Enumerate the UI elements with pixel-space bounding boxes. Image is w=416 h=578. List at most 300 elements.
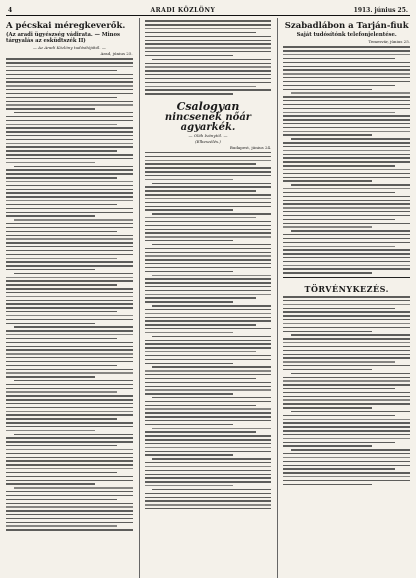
text-line <box>6 483 95 484</box>
feuilleton-subtitle: nincsenek nőár agyarkék. <box>164 111 252 133</box>
text-line <box>145 198 272 199</box>
text-line <box>145 290 272 291</box>
text-line <box>283 62 410 63</box>
text-line <box>6 361 133 362</box>
text-line <box>291 449 410 450</box>
text-line <box>145 167 272 168</box>
text-line <box>283 261 410 262</box>
text-line <box>283 438 410 439</box>
text-line <box>283 308 394 309</box>
text-line <box>6 70 117 71</box>
text-line <box>145 186 272 187</box>
text-line <box>145 477 272 478</box>
text-line <box>283 268 410 269</box>
text-line <box>283 315 410 316</box>
text-line <box>145 297 256 298</box>
text-line <box>283 354 410 355</box>
text-line <box>145 378 256 379</box>
text-line <box>6 150 117 151</box>
page-number: 4 <box>8 7 13 14</box>
text-line <box>6 62 133 63</box>
text-line <box>145 225 272 226</box>
text-line <box>283 253 410 254</box>
text-line <box>283 77 410 78</box>
text-line <box>145 466 272 467</box>
text-line <box>145 320 272 321</box>
text-line <box>6 158 133 159</box>
text-line <box>6 346 133 347</box>
continued-article-text <box>145 20 272 94</box>
text-line <box>283 327 410 328</box>
text-line <box>6 277 133 278</box>
text-line <box>283 461 410 462</box>
text-line <box>145 340 272 341</box>
text-line <box>145 152 272 153</box>
text-line <box>145 202 272 203</box>
text-line <box>6 457 133 458</box>
text-line <box>6 265 133 266</box>
text-line <box>6 58 133 59</box>
text-line <box>6 223 133 224</box>
text-line <box>6 101 133 102</box>
text-line <box>6 330 133 331</box>
text-line <box>145 435 272 436</box>
text-line <box>283 100 410 101</box>
text-line <box>283 177 410 178</box>
text-line <box>6 280 133 281</box>
text-line <box>283 161 410 162</box>
left-column <box>6 18 133 578</box>
text-line <box>145 370 272 371</box>
text-line <box>283 342 410 343</box>
text-line <box>6 365 117 366</box>
text-line <box>283 238 410 239</box>
text-line <box>283 357 410 358</box>
text-line <box>145 78 272 79</box>
text-line <box>283 468 394 469</box>
text-line <box>283 196 410 197</box>
text-line <box>145 493 272 494</box>
text-line <box>283 50 410 51</box>
text-line <box>6 146 133 147</box>
text-line <box>145 55 234 56</box>
text-line <box>283 46 410 47</box>
text-line <box>145 485 234 486</box>
text-line <box>283 407 372 408</box>
text-line <box>145 347 272 348</box>
text-line <box>6 480 133 481</box>
text-line <box>145 447 272 448</box>
text-line <box>145 332 234 333</box>
text-line <box>283 480 410 481</box>
feuilleton-title: Csalogyan <box>176 99 240 113</box>
text-line <box>283 346 410 347</box>
text-line <box>145 86 256 87</box>
text-line <box>6 395 133 396</box>
text-line <box>145 401 272 402</box>
text-line <box>6 204 117 205</box>
text-line <box>145 63 272 64</box>
text-line <box>145 481 272 482</box>
text-line <box>145 454 234 455</box>
text-line <box>145 47 272 48</box>
text-line <box>291 92 410 93</box>
text-line <box>152 183 271 184</box>
text-line <box>152 59 271 60</box>
text-line <box>145 282 272 283</box>
text-line <box>145 278 272 279</box>
text-line <box>6 315 133 316</box>
text-line <box>152 305 271 306</box>
text-line <box>152 275 271 276</box>
text-line <box>6 212 133 213</box>
text-line <box>145 317 272 318</box>
text-line <box>14 273 133 274</box>
article-subhead: (Az aradi ügyészség vádirata. — Minos tárgyalás az esküdtszék II) <box>6 32 120 44</box>
text-line <box>145 420 272 421</box>
text-line <box>6 437 133 438</box>
text-line <box>6 522 133 523</box>
text-line <box>283 115 410 116</box>
text-line <box>6 422 133 423</box>
text-line <box>6 250 133 251</box>
text-line <box>6 116 133 117</box>
text-line <box>6 177 117 178</box>
text-line <box>145 313 272 314</box>
text-line <box>145 32 256 33</box>
text-line <box>283 422 410 423</box>
feuilleton-author: — Oláh Iványtól. — <box>188 132 228 138</box>
text-line <box>145 82 272 83</box>
text-line <box>145 24 272 25</box>
text-line <box>283 296 410 297</box>
section-divider <box>283 277 410 278</box>
text-line <box>14 380 133 381</box>
text-line <box>145 43 272 44</box>
text-line <box>283 150 410 151</box>
text-line <box>283 369 372 370</box>
text-line <box>6 208 133 209</box>
text-line <box>283 311 410 312</box>
text-line <box>283 215 410 216</box>
right-column <box>277 18 410 578</box>
text-line <box>6 506 133 507</box>
text-line <box>283 388 394 389</box>
text-line <box>283 112 394 113</box>
text-line <box>6 66 133 67</box>
text-line <box>14 166 133 167</box>
text-line <box>6 338 117 339</box>
text-line <box>283 361 394 362</box>
text-line <box>283 445 372 446</box>
text-line <box>6 418 117 419</box>
text-line <box>145 263 272 264</box>
text-line <box>152 366 271 367</box>
text-line <box>145 424 234 425</box>
text-line <box>6 334 133 335</box>
text-line <box>145 171 272 172</box>
text-line <box>145 160 272 161</box>
text-line <box>145 255 272 256</box>
text-line <box>6 127 133 128</box>
text-line <box>6 242 133 243</box>
paper-title: ARADI KÖZLÖNY <box>150 7 216 14</box>
text-line <box>283 73 410 74</box>
text-line <box>283 396 410 397</box>
text-line <box>283 242 410 243</box>
text-line <box>283 211 410 212</box>
text-line <box>6 468 133 469</box>
text-line <box>145 363 234 364</box>
text-line <box>145 179 234 180</box>
text-line <box>6 78 133 79</box>
feuilleton-body-text <box>145 152 272 509</box>
text-line <box>145 343 272 344</box>
text-line <box>6 388 133 389</box>
text-line <box>145 209 234 210</box>
text-line <box>145 236 272 237</box>
text-line <box>6 319 133 320</box>
column-layout <box>6 18 410 578</box>
text-line <box>283 350 410 351</box>
text-line <box>283 300 410 301</box>
text-line <box>145 324 256 325</box>
text-line <box>152 458 271 459</box>
text-line <box>6 529 133 530</box>
article-body-text <box>283 46 410 273</box>
text-line <box>283 249 410 250</box>
article-dateline: Temesvár, június 25. <box>368 39 411 44</box>
text-line <box>283 58 394 59</box>
feuilleton-note: (Elbeszélés.) <box>195 138 221 144</box>
text-line <box>145 431 256 432</box>
text-line <box>145 229 272 230</box>
text-line <box>283 85 394 86</box>
text-line <box>6 460 133 461</box>
text-line <box>6 311 117 312</box>
text-line <box>145 416 272 417</box>
text-line <box>283 399 410 400</box>
text-line <box>145 206 272 207</box>
text-line <box>145 386 272 387</box>
text-line <box>145 66 272 67</box>
text-line <box>145 217 256 218</box>
text-line <box>145 408 272 409</box>
text-line <box>145 240 234 241</box>
text-line <box>6 353 133 354</box>
text-line <box>14 487 133 488</box>
text-line <box>6 120 133 121</box>
text-line <box>283 304 410 305</box>
text-line <box>6 246 133 247</box>
text-line <box>6 441 133 442</box>
text-line <box>283 219 394 220</box>
text-line <box>145 36 272 37</box>
text-line <box>283 69 410 70</box>
text-line <box>283 384 410 385</box>
text-line <box>6 430 95 431</box>
text-line <box>6 414 133 415</box>
text-line <box>145 93 234 94</box>
text-line <box>6 307 133 308</box>
text-line <box>145 508 272 509</box>
text-line <box>145 389 272 390</box>
text-line <box>145 190 256 191</box>
text-line <box>6 323 95 324</box>
article-headline: Szabadlábon a Tarján-fiuk <box>284 21 409 31</box>
text-line <box>6 503 133 504</box>
text-line <box>6 499 117 500</box>
text-line <box>14 434 133 435</box>
text-line <box>145 359 272 360</box>
text-line <box>6 173 133 174</box>
text-line <box>6 124 117 125</box>
text-line <box>283 257 410 258</box>
text-line <box>145 248 272 249</box>
text-line <box>283 246 394 247</box>
text-line <box>283 192 394 193</box>
text-line <box>145 474 272 475</box>
text-line <box>145 393 234 394</box>
text-line <box>145 232 272 233</box>
text-line <box>283 154 410 155</box>
text-line <box>145 374 272 375</box>
text-line <box>283 453 410 454</box>
text-line <box>283 89 372 90</box>
text-line <box>6 135 133 136</box>
text-line <box>6 288 133 289</box>
feuilleton-dateline: Budapest, június 24. <box>229 144 272 150</box>
text-line <box>283 54 410 55</box>
text-line <box>6 349 133 350</box>
text-line <box>152 397 271 398</box>
text-line <box>283 430 410 431</box>
text-line <box>283 415 394 416</box>
text-line <box>6 154 133 155</box>
text-line <box>6 449 133 450</box>
text-line <box>283 66 410 67</box>
text-line <box>6 89 133 90</box>
text-line <box>6 74 133 75</box>
text-line <box>291 334 410 335</box>
text-line <box>283 200 410 201</box>
text-line <box>6 514 133 515</box>
text-line <box>283 173 410 174</box>
text-line <box>6 258 117 259</box>
text-line <box>283 223 410 224</box>
text-line <box>283 392 410 393</box>
text-line <box>283 226 372 227</box>
text-line <box>283 472 410 473</box>
text-line <box>283 180 372 181</box>
text-line <box>283 426 410 427</box>
text-line <box>283 203 410 204</box>
text-line <box>283 380 410 381</box>
text-line <box>6 426 133 427</box>
text-line <box>283 81 410 82</box>
text-line <box>283 104 410 105</box>
text-line <box>283 169 410 170</box>
text-line <box>6 445 117 446</box>
text-line <box>283 108 410 109</box>
text-line <box>145 412 272 413</box>
text-line <box>145 504 272 505</box>
text-line <box>152 213 271 214</box>
text-line <box>6 376 95 377</box>
text-line <box>152 489 271 490</box>
text-line <box>283 123 410 124</box>
text-line <box>145 194 272 195</box>
text-line <box>145 28 272 29</box>
text-line <box>152 336 271 337</box>
text-line <box>283 127 410 128</box>
text-line <box>145 355 272 356</box>
section-title: TÖRVÉNYKEZÉS. <box>304 283 389 294</box>
text-line <box>283 134 372 135</box>
text-line <box>145 163 256 164</box>
text-line <box>283 319 410 320</box>
text-line <box>283 131 410 132</box>
text-line <box>283 419 410 420</box>
text-line <box>145 89 272 90</box>
text-line <box>283 403 410 404</box>
text-line <box>6 238 133 239</box>
article-subhead: Saját tudósítónk telefonjelentése. <box>296 32 397 38</box>
article-body-text <box>6 58 133 530</box>
text-line <box>6 491 133 492</box>
text-line <box>145 267 272 268</box>
text-line <box>152 428 271 429</box>
text-line <box>6 518 133 519</box>
text-line <box>6 85 133 86</box>
text-line <box>14 112 133 113</box>
text-line <box>6 169 133 170</box>
text-line <box>6 185 133 186</box>
article-dateline: Arad, június 25. <box>100 51 133 56</box>
text-line <box>145 462 272 463</box>
text-line <box>145 382 272 383</box>
text-line <box>6 261 133 262</box>
text-line <box>145 259 272 260</box>
text-line <box>145 328 272 329</box>
text-line <box>6 97 117 98</box>
text-line <box>6 399 133 400</box>
text-line <box>145 294 272 295</box>
text-line <box>291 373 410 374</box>
text-line <box>6 407 133 408</box>
text-line <box>6 269 95 270</box>
text-line <box>6 189 133 190</box>
issue-date: 1913. június 25. <box>353 7 408 14</box>
text-line <box>283 142 410 143</box>
text-line <box>283 157 410 158</box>
text-line <box>6 131 133 132</box>
text-line <box>283 323 410 324</box>
text-line <box>145 40 272 41</box>
text-line <box>6 525 117 526</box>
text-line <box>283 434 410 435</box>
text-line <box>145 497 272 498</box>
text-line <box>152 244 271 245</box>
text-line <box>283 338 410 339</box>
text-line <box>6 369 133 370</box>
text-line <box>6 139 133 140</box>
text-line <box>6 472 117 473</box>
section-body-text <box>283 296 410 485</box>
text-line <box>145 286 272 287</box>
text-line <box>145 252 272 253</box>
text-line <box>283 119 410 120</box>
